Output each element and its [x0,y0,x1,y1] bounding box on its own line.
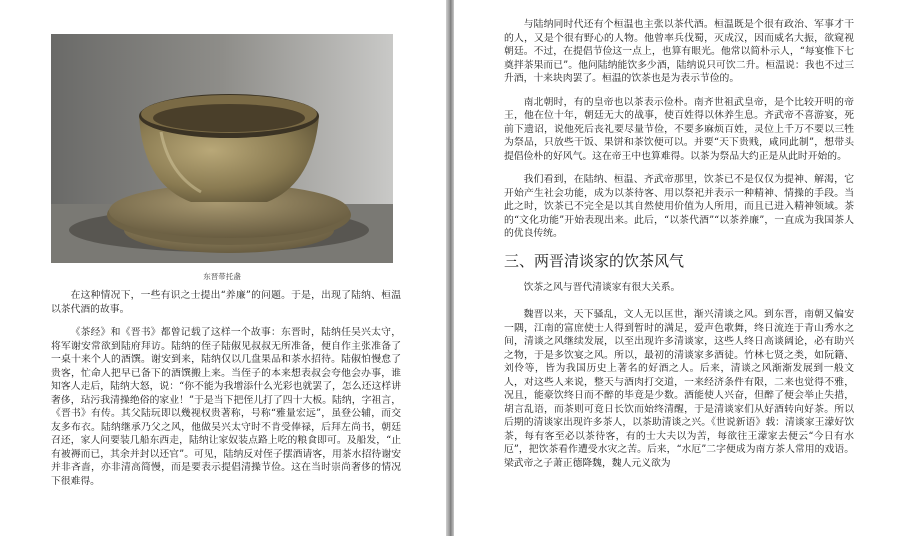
paragraph: 与陆纳同时代还有个桓温也主张以茶代酒。桓温既是个很有政治、军事才干的人，又是个很有野心的人物。他曾率兵伐蜀，灭成汉，因而威名大振，欲窥视朝廷。不过，在提倡节俭这一点上，也算有眼光。他常以简朴示人，“每宴惟下七奠拌茶果而已”。他问陆纳能饮多少酒，陆纳说只可饮二升。桓温说：我也不过三升酒，十来块肉罢了。桓温的饮茶也是为表示节俭的。 [504,19,854,84]
photo-caption: 东晋带托盏 [203,272,241,281]
paragraph: 南北朝时，有的皇帝也以茶表示俭朴。南齐世祖武皇帝，是个比较开明的帝王，他在位十年，朝廷无大的战事，使百姓得以休养生息。齐武帝不喜游宴，死前下遗诏，说他死后丧礼要尽量节俭，不要多麻烦百姓，灵位上千万不要以三牲为祭品，只放些干饭、果饼和茶饮便可以。并要“天下贵贱，咸同此制”，想带头提倡俭朴的好风气。这在帝王中也算难得。以茶为祭品大约正是从此时开始的。 [504,96,854,162]
paragraph: 在这种情况下，一些有识之士提出“养廉”的问题。于是，出现了陆纳、桓温以茶代酒的故事。 [51,290,401,315]
paragraph: 《茶经》和《晋书》都曾记载了这样一个故事：东晋时，陆纳任吴兴太守，将军谢安常欲到陆府拜访。陆纳的侄子陆俶见叔叔无所准备，便自作主张准备了一桌十来个人的酒馔。谢安到来，陆纳仅以几盘果品和茶水招待。陆俶怕慢怠了贵客，忙命人把早已备下的酒馔搬上来。当侄子的本来想表叔会夸他会办事，谁知客人走后，陆纳大怒，说：“你不能为我增添什么光彩也就罢了，怎么还这样讲奢侈，玷污我清操绝俗的家业！”于是当下把侄儿打了四十大板。陆纳，字祖言，《晋书》有传。其父陆玩即以幾视权贵著称，号称“雅量宏远”，虽登公辅，而交友多布衣。陆纳继承乃父之风，他做吴兴太守时不肯受俸禄，后拜左尚书，朝廷召还，家人问要装几船东西走，陆纳让家奴装点路上吃的粮食即可。及船发，“止有被褥而已，其余并封以还官”。可见，陆纳反对侄子摆酒请客，用茶水招待谢安并非吝啬，亦非清高简慢，而是要表示提倡清操节俭。这在当时崇尚奢侈的情况下很难得。 [51,327,401,487]
tea-cup-photo [51,34,393,263]
page-gutter [446,0,454,536]
left-page [0,0,446,536]
right-page [454,0,900,536]
paragraph: 魏晋以来，天下骚乱，文人无以匡世，渐兴清谈之风。到东晋，南朝又偏安一隅，江南的富庶使士人得到暂时的满足，爱声色歌舞，终日流连于青山秀水之间，清谈之风继续发展，以至出现许多清谈家，这些人终日高谈阔论，必有助兴之物，于是多饮宴之风。所以，最初的清谈家多酒徒。竹林七贤之类，如阮籍、刘伶等，皆为我国历史上著名的好酒之人。后来，清谈之风渐渐发展到一般文人，对这些人来说，整天与酒肉打交道，一来经济条件有限，二来也觉得不雅，况且，能豪饮终日而不醉的毕竟是少数。酒能使人兴奋，但醉了便会举止失措，胡言乱语，而茶则可竟日长饮而始终清醒，于是清谈家们从好酒转向好茶。所以后期的清谈家出现许多茶人，以茶助清谈之兴。《世说新语》载：清谈家王濛好饮茶，每有客至必以茶待客，有的士大夫以为苦，每欲往王濛家去便云“今日有水厄”，把饮茶看作遭受水灾之苦。后来，“水厄”二字便成为南方茶人常用的戏语。梁武帝之子萧正德降魏，魏人元义欲为 [504,309,854,469]
right-page-body [504,18,854,480]
section-lead: 饮茶之风与晋代清谈家有很大关系。 [523,281,681,293]
tea-bowl-illustration [51,34,393,263]
left-page-body [51,289,401,498]
paragraph: 我们看到，在陆纳、桓温、齐武帝那里，饮茶已不是仅仅为提神、解渴，它开始产生社会功能，成为以茶待客、用以祭祀并表示一种精神、情操的手段。当此之时，饮茶已不完全是以其自然使用价值为人所用，而且已进入精神领域。茶的“文化功能”开始表现出来。此后，“以茶代酒”“以茶养廉”，一直成为我国茶人的优良传统。 [504,174,854,239]
section-heading: 三、两晋清谈家的饮茶风气 [504,251,685,270]
